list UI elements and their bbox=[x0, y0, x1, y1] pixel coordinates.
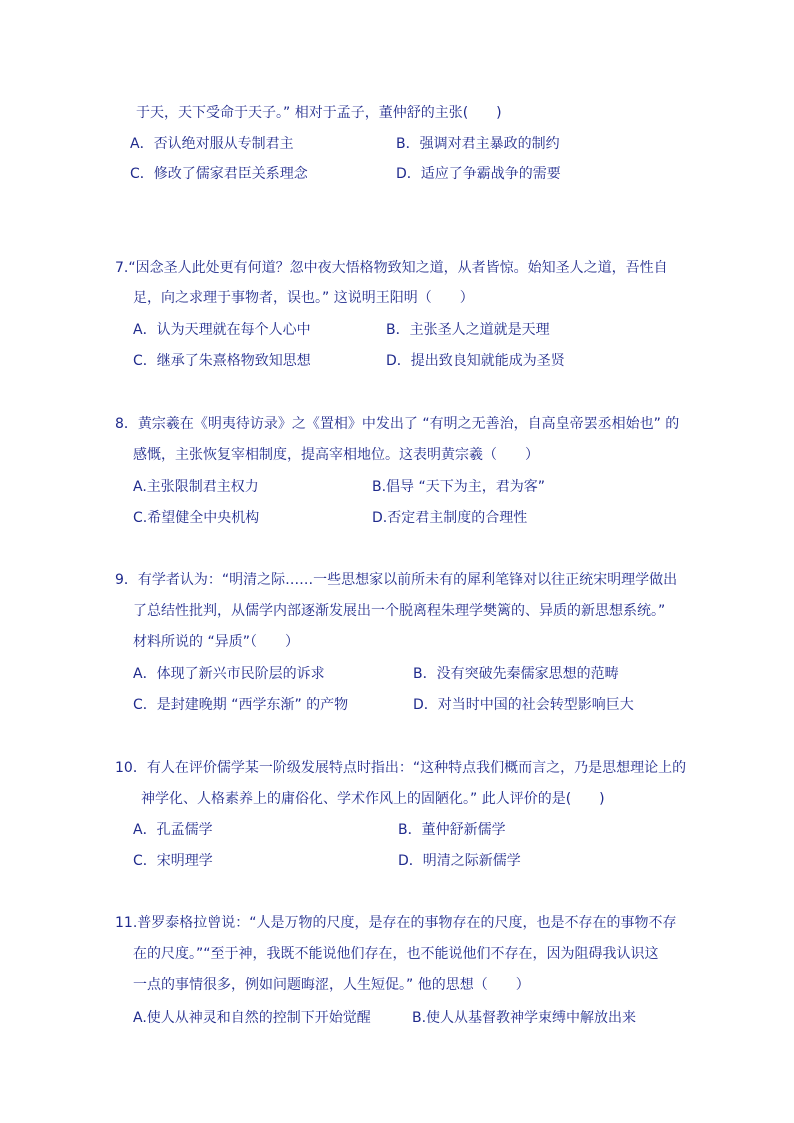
q9-option-c: C．是封建晚期 “西学东渐” 的产物 bbox=[133, 697, 349, 713]
q11-stem-line2: 在的尺度。”“至于神，我既不能说他们存在，也不能说他们不存在，因为阻碍我认识这 bbox=[133, 946, 659, 962]
q11-stem-line3: 一点的事情很多，例如问题晦涩，人生短促。” 他的思想（ ） bbox=[133, 977, 530, 993]
q7-stem-line1: 7.“因念圣人此处更有何道？忽中夜大悟格物致知之道，从者皆惊。始知圣人之道，吾性自 bbox=[115, 260, 668, 276]
q9-stem-line1: 9．有学者认为：“明清之际……一些思想家以前所未有的犀利笔锋对以往正统宋明理学做出 bbox=[115, 572, 678, 588]
q6-stem-tail: 于天，天下受命于天子。” 相对于孟子，董仲舒的主张( ) bbox=[136, 105, 502, 121]
q11-stem-line1: 11.普罗泰格拉曾说：“人是万物的尺度，是存在的事物存在的尺度，也是不存在的事物不存 bbox=[115, 915, 677, 931]
q10-option-b: B．董仲舒新儒学 bbox=[398, 822, 506, 838]
q9-stem-line2: 了总结性批判，从儒学内部逐渐发展出一个脱离程朱理学樊篱的、异质的新思想系统。” bbox=[133, 603, 666, 619]
q8-stem-line2: 感慨，主张恢复宰相制度，提高宰相地位。这表明黄宗羲（ ） bbox=[133, 447, 539, 463]
q7-option-a: A．认为天理就在每个人心中 bbox=[133, 322, 311, 338]
q10-option-c: C．宋明理学 bbox=[133, 853, 213, 869]
q8-option-d: D.否定君主制度的合理性 bbox=[372, 510, 528, 526]
q10-option-d: D．明清之际新儒学 bbox=[398, 853, 521, 869]
q8-stem-line1: 8．黄宗羲在《明夷待访录》之《置相》中发出了 “有明之无善治，自高皇帝罢丞相始也” 的 bbox=[115, 416, 680, 432]
q10-stem-line2: 神学化、人格素养上的庸俗化、学术作风上的固陋化。” 此人评价的是( ) bbox=[141, 791, 605, 807]
q9-option-b: B．没有突破先秦儒家思想的范畴 bbox=[413, 666, 619, 682]
q6-option-c: C．修改了儒家君臣关系理念 bbox=[130, 166, 308, 182]
q8-option-b: B.倡导 “天下为主，君为客” bbox=[372, 479, 546, 495]
q11-option-b: B.使人从基督教神学束缚中解放出来 bbox=[412, 1010, 637, 1026]
q6-option-d: D．适应了争霸战争的需要 bbox=[396, 166, 561, 182]
q7-stem-line2: 足，向之求理于事物者，误也。” 这说明王阳明（ ） bbox=[133, 290, 474, 306]
q7-option-d: D．提出致良知就能成为圣贤 bbox=[386, 353, 565, 369]
q9-stem-line3: 材料所说的 “异质”（ ） bbox=[133, 634, 299, 650]
q9-option-a: A．体现了新兴市民阶层的诉求 bbox=[133, 666, 325, 682]
q6-option-b: B．强调对君主暴政的制约 bbox=[396, 136, 560, 152]
q8-option-c: C.希望健全中央机构 bbox=[133, 510, 260, 526]
q8-option-a: A.主张限制君主权力 bbox=[133, 479, 259, 495]
q10-stem-line1: 10．有人在评价儒学某一阶级发展特点时指出：“这种特点我们概而言之，乃是思想理论上的 bbox=[115, 760, 687, 776]
q7-option-c: C．继承了朱熹格物致知思想 bbox=[133, 353, 311, 369]
q9-option-d: D．对当时中国的社会转型影响巨大 bbox=[413, 697, 634, 713]
q10-option-a: A．孔孟儒学 bbox=[133, 822, 213, 838]
q6-option-a: A．否认绝对服从专制君主 bbox=[130, 136, 294, 152]
q7-option-b: B．主张圣人之道就是天理 bbox=[386, 322, 550, 338]
q11-option-a: A.使人从神灵和自然的控制下开始觉醒 bbox=[133, 1010, 371, 1026]
